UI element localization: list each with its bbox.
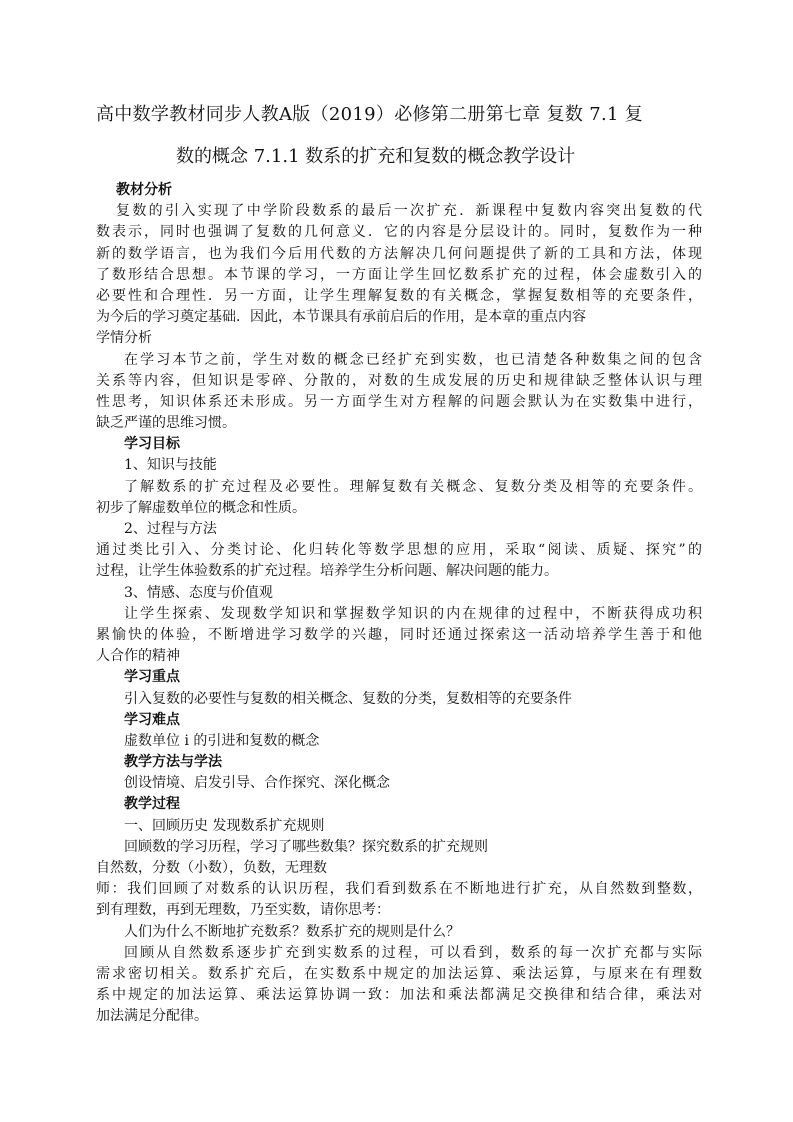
- section-heading-difficulties: 学习难点: [124, 711, 180, 728]
- paragraph-line: 引入复数的必要性与复数的相关概念、复数的分类，复数相等的充要条件: [124, 690, 572, 707]
- subheading-emotion-attitude-values: 3、情感、态度与价值观: [124, 584, 273, 601]
- section-heading-textbook-analysis: 教材分析: [116, 182, 172, 198]
- paragraph-line: 性思考，知识体系还未形成。另一方面学生对方程解的问题会默认为在实数集中进行，: [96, 393, 702, 410]
- paragraph-line: 系中规定的加法运算、乘法运算协调一致：加法和乘法都满足交换律和结合律，乘法对: [96, 987, 702, 1004]
- paragraph-line: 创设情境、启发引导、合作探究、深化概念: [124, 775, 390, 792]
- paragraph-line: 必要性和合理性．另一方面，让学生理解复数的有关概念，掌握复数相等的充要条件，: [96, 287, 702, 304]
- paragraph-line: 累愉快的体验，不断增进学习数学的兴趣，同时还通过探索这一活动培养学生善于和他: [96, 626, 702, 643]
- subheading-knowledge-skills: 1、知识与技能: [124, 457, 217, 474]
- paragraph-line: 到有理数，再到无理数，乃至实数，请你思考：: [96, 902, 390, 919]
- paragraph-line: 让学生探索、发现数学知识和掌握数学知识的内在规律的过程中，不断获得成功积: [124, 605, 702, 622]
- section-heading-key-points: 学习重点: [124, 669, 180, 686]
- subheading-review-history: 一、回顾历史 发现数系扩充规则: [124, 817, 325, 834]
- document-title-line-2: 数的概念 7.1.1 数系的扩充和复数的概念教学设计: [176, 146, 576, 167]
- paragraph-line: 关系等内容，但知识是零碎、分散的，对数的生成发展的历史和规律缺乏整体认识与理: [96, 372, 702, 389]
- section-heading-teaching-process: 教学过程: [124, 796, 180, 813]
- paragraph-line: 了数形结合思想。本节课的学习，一方面让学生回忆数系扩充的过程，体会虚数引入的: [96, 266, 702, 283]
- paragraph-line: 缺乏严谨的思维习惯。: [96, 415, 236, 432]
- paragraph-line: 初步了解虚数单位的概念和性质。: [96, 499, 306, 516]
- paragraph-line: 回顾数的学习历程，学习了哪些数集？探究数系的扩充规则: [124, 838, 488, 855]
- paragraph-line: 通过类比引入、分类讨论、化归转化等数学思想的应用，采取“阅读、质疑、探究”的: [96, 542, 702, 559]
- paragraph-line: 复数的引入实现了中学阶段数系的最后一次扩充．新课程中复数内容突出复数的代: [116, 203, 702, 220]
- paragraph-line: 人们为什么不断地扩充数系？数系扩充的规则是什么？: [124, 923, 460, 940]
- paragraph-line: 自然数，分数（小数），负数，无理数: [96, 860, 327, 876]
- paragraph-line: 数表示，同时也强调了复数的几何意义．它的内容是分层设计的。同时，复数作为一种: [96, 224, 702, 241]
- document-title-line-1: 高中数学教材同步人教A版（2019）必修第二册第七章 复数 7.1 复: [96, 104, 644, 125]
- section-heading-teaching-methods: 教学方法与学法: [124, 754, 222, 771]
- paragraph-line: 师：我们回顾了对数系的认识历程，我们看到数系在不断地进行扩充，从自然数到整数，: [96, 881, 702, 898]
- paragraph-line: 在学习本节之前，学生对数的概念已经扩充到实数，也已清楚各种数集之间的包含: [124, 351, 702, 368]
- paragraph-line: 了解数系的扩充过程及必要性。理解复数有关概念、复数分类及相等的充要条件。: [124, 478, 702, 495]
- paragraph-line: 需求密切相关。数系扩充后，在实数系中规定的加法运算、乘法运算，与原来在有理数: [96, 965, 702, 982]
- paragraph-line: 虚数单位 i 的引进和复数的概念: [124, 732, 320, 749]
- document-body: [96, 180, 702, 1028]
- paragraph-line: 新的数学语言，也为我们今后用代数的方法解决几何问题提供了新的工具和方法，体现: [96, 245, 702, 262]
- paragraph-line: 加法满足分配律。: [96, 1008, 208, 1025]
- paragraph-line: 回顾从自然数系逐步扩充到实数系的过程，可以看到，数系的每一次扩充都与实际: [124, 944, 702, 961]
- subheading-process-method: 2、过程与方法: [124, 521, 217, 537]
- section-heading-learner-analysis: 学情分析: [96, 330, 152, 347]
- paragraph-line: 过程，让学生体验数系的扩充过程。培养学生分析问题、解决问题的能力。: [96, 563, 558, 580]
- section-heading-learning-objectives: 学习目标: [124, 436, 180, 453]
- paragraph-line: 为今后的学习奠定基础．因此，本节课具有承前启后的作用，是本章的重点内容: [96, 309, 586, 326]
- paragraph-line: 人合作的精神: [96, 648, 180, 665]
